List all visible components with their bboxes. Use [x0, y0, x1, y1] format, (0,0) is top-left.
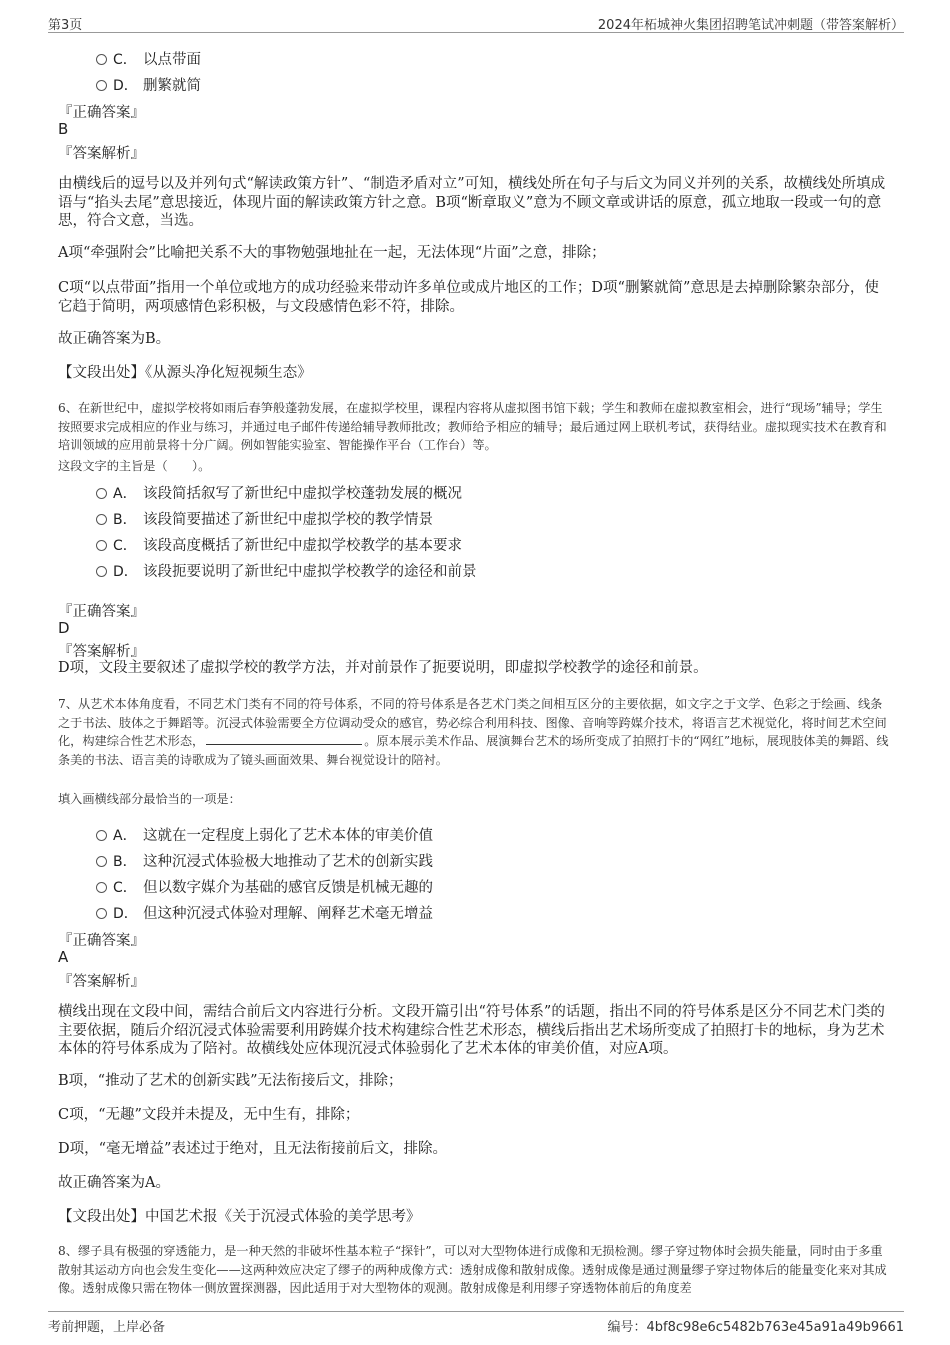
q5-option-d[interactable]: D． 删繁就简: [96, 74, 201, 95]
radio-icon[interactable]: [96, 908, 107, 919]
q6-analysis: D项，文段主要叙述了虚拟学校的教学方法，并对前景作了扼要说明，即虚拟学校教学的途径和前景。: [58, 660, 708, 676]
radio-icon[interactable]: [96, 514, 107, 525]
q5-analysis-1: 由横线后的逗号以及并列句式“解读政策方针”、“制造矛盾对立”可知，横线处所在句子与后文为同义并列的关系，故横线处所填成语与“掐头去尾”意思接近，体现片面的解读政策方针之意。B项“断章取义”意为不顾文章或讲话的原意，孤立地取一段或一句的意思，符合文意，当选。: [58, 176, 886, 229]
q5-source: 【文段出处】《从源头净化短视频生态》: [58, 365, 312, 381]
analysis-label: 『答案解析』: [58, 644, 145, 660]
q7-analysis-1: 横线出现在文段中间，需结合前后文内容进行分析。文段开篇引出“符号体系”的话题，指出不同的符号体系是区分不同艺术门类的主要依据，随后介绍沉浸式体验需要利用跨媒介技术构建综合性艺术形态，横线后指出艺术场所变成了拍照打卡的地标，身为艺术本体的符号体系成为了陪衬。故横线处应体现沉浸式体验弱化了艺术本体的审美价值，对应A项。: [58, 1004, 885, 1057]
q6-stem: 6、在新世纪中，虚拟学校将如雨后春笋般蓬勃发展，在虚拟学校里，课程内容将从虚拟图书馆下载；学生和教师在虚拟教室相会，进行“现场”辅导；学生按照要求完成相应的作业与练习，并通过电子邮件传递给辅导教师批改；教师给予相应的辅导；最后通过网上联机考试，获得结业。虚拟现实技术在教育和培训领域的应用前景将十分广阔。例如智能实验室、智能操作平台（工作台）等。: [58, 401, 887, 452]
q7-prompt: 填入画横线部分最恰当的一项是：: [58, 792, 241, 806]
q7-option-a[interactable]: A． 这就在一定程度上弱化了艺术本体的审美价值: [96, 824, 433, 845]
q5-analysis-2: A项“牵强附会”比喻把关系不大的事物勉强地扯在一起，无法体现“片面”之意，排除；: [58, 245, 606, 261]
answer-label: 『正确答案』: [58, 933, 145, 949]
radio-icon[interactable]: [96, 566, 107, 577]
q6-option-d[interactable]: D． 该段扼要说明了新世纪中虚拟学校教学的途径和前景: [96, 560, 477, 581]
q7-option-b[interactable]: B． 这种沉浸式体验极大地推动了艺术的创新实践: [96, 850, 433, 871]
document-id: 编号：4bf8c98e6c5482b763e45a91a49b9661: [607, 1320, 904, 1335]
radio-icon[interactable]: [96, 540, 107, 551]
q7-option-c[interactable]: C． 但以数字媒介为基础的感官反馈是机械无趣的: [96, 876, 433, 897]
page-footer: [48, 1311, 904, 1334]
answer-label: 『正确答案』: [58, 105, 145, 121]
q5-option-c[interactable]: C． 以点带面: [96, 48, 201, 69]
q6-option-a[interactable]: A． 该段简括叙写了新世纪中虚拟学校蓬勃发展的概况: [96, 482, 462, 503]
q7-option-d[interactable]: D． 但这种沉浸式体验对理解、阐释艺术毫无增益: [96, 902, 433, 923]
footer-slogan: 考前押题，上岸必备: [48, 1320, 166, 1335]
q6-option-b[interactable]: B． 该段简要描述了新世纪中虚拟学校的教学情景: [96, 508, 433, 529]
q5-analysis-3: C项“以点带面”指用一个单位或地方的成功经验来带动许多单位或成片地区的工作；D项“删繁就简”意思是去掉删除繁杂部分，使它趋于简明，两项感情色彩积极，与文段感情色彩不符，排除。: [58, 280, 879, 315]
page-header: [48, 12, 904, 33]
radio-icon[interactable]: [96, 856, 107, 867]
q5-answer: B: [58, 120, 69, 138]
q7-source: 【文段出处】中国艺术报《关于沉浸式体验的美学思考》: [58, 1209, 421, 1225]
q6-prompt: 这段文字的主旨是（ ）。: [58, 459, 211, 473]
radio-icon[interactable]: [96, 882, 107, 893]
q6-option-c[interactable]: C． 该段高度概括了新世纪中虚拟学校教学的基本要求: [96, 534, 462, 555]
q7-analysis-5: 故正确答案为A。: [58, 1175, 170, 1191]
page-number: 第3页: [48, 18, 83, 33]
q6-answer: D: [58, 619, 70, 637]
q5-analysis-4: 故正确答案为B。: [58, 331, 171, 347]
radio-icon[interactable]: [96, 54, 107, 65]
document-title: 2024年柘城神火集团招聘笔试冲刺题（带答案解析）: [597, 18, 904, 33]
q8-stem: 8、缪子具有极强的穿透能力，是一种天然的非破坏性基本粒子“探针”，可以对大型物体进行成像和无损检测。缪子穿过物体时会损失能量，同时由于多重散射其运动方向也会发生变化——这两种效应决定了缪子的两种成像方式：透射成像和散射成像。透射成像是通过测量缪子穿过物体后的能量变化来对其成像。透射成像只需在物体一侧放置探测器，因此适用于对大型物体的观测。散射成像是利用缪子穿透物体前后的角度差: [58, 1244, 887, 1295]
q7-analysis-2: B项，“推动了艺术的创新实践”无法衔接后文，排除；: [58, 1073, 403, 1089]
q7-analysis-3: C项，“无趣”文段并未提及，无中生有，排除；: [58, 1107, 360, 1123]
radio-icon[interactable]: [96, 80, 107, 91]
q7-answer: A: [58, 948, 69, 966]
analysis-label: 『答案解析』: [58, 974, 145, 990]
answer-label: 『正确答案』: [58, 604, 145, 620]
q7-stem: 7、从艺术本体角度看，不同艺术门类有不同的符号体系，不同的符号体系是各艺术门类之间相互区分的主要依据，如文字之于文学、色彩之于绘画、线条之于书法、肢体之于舞蹈等。沉浸式体验需要全方位调动受众的感官，势必综合利用科技、图像、音响等跨媒介技术，将语言艺术视觉化，将时间艺术空间化，构建综合性艺术形态， 。原本展示美术作品、展演舞台艺术的场所变成了拍照打卡的“网红”地标，展现肢体美的舞蹈、线条美的书法、语言美的诗歌成为了镜头画面效果、舞台视觉设计的陪衬。: [58, 697, 889, 767]
radio-icon[interactable]: [96, 488, 107, 499]
analysis-label: 『答案解析』: [58, 146, 145, 162]
radio-icon[interactable]: [96, 830, 107, 841]
q7-analysis-4: D项，“毫无增益”表述过于绝对，且无法衔接前后文，排除。: [58, 1141, 447, 1157]
fill-blank: [206, 732, 362, 745]
